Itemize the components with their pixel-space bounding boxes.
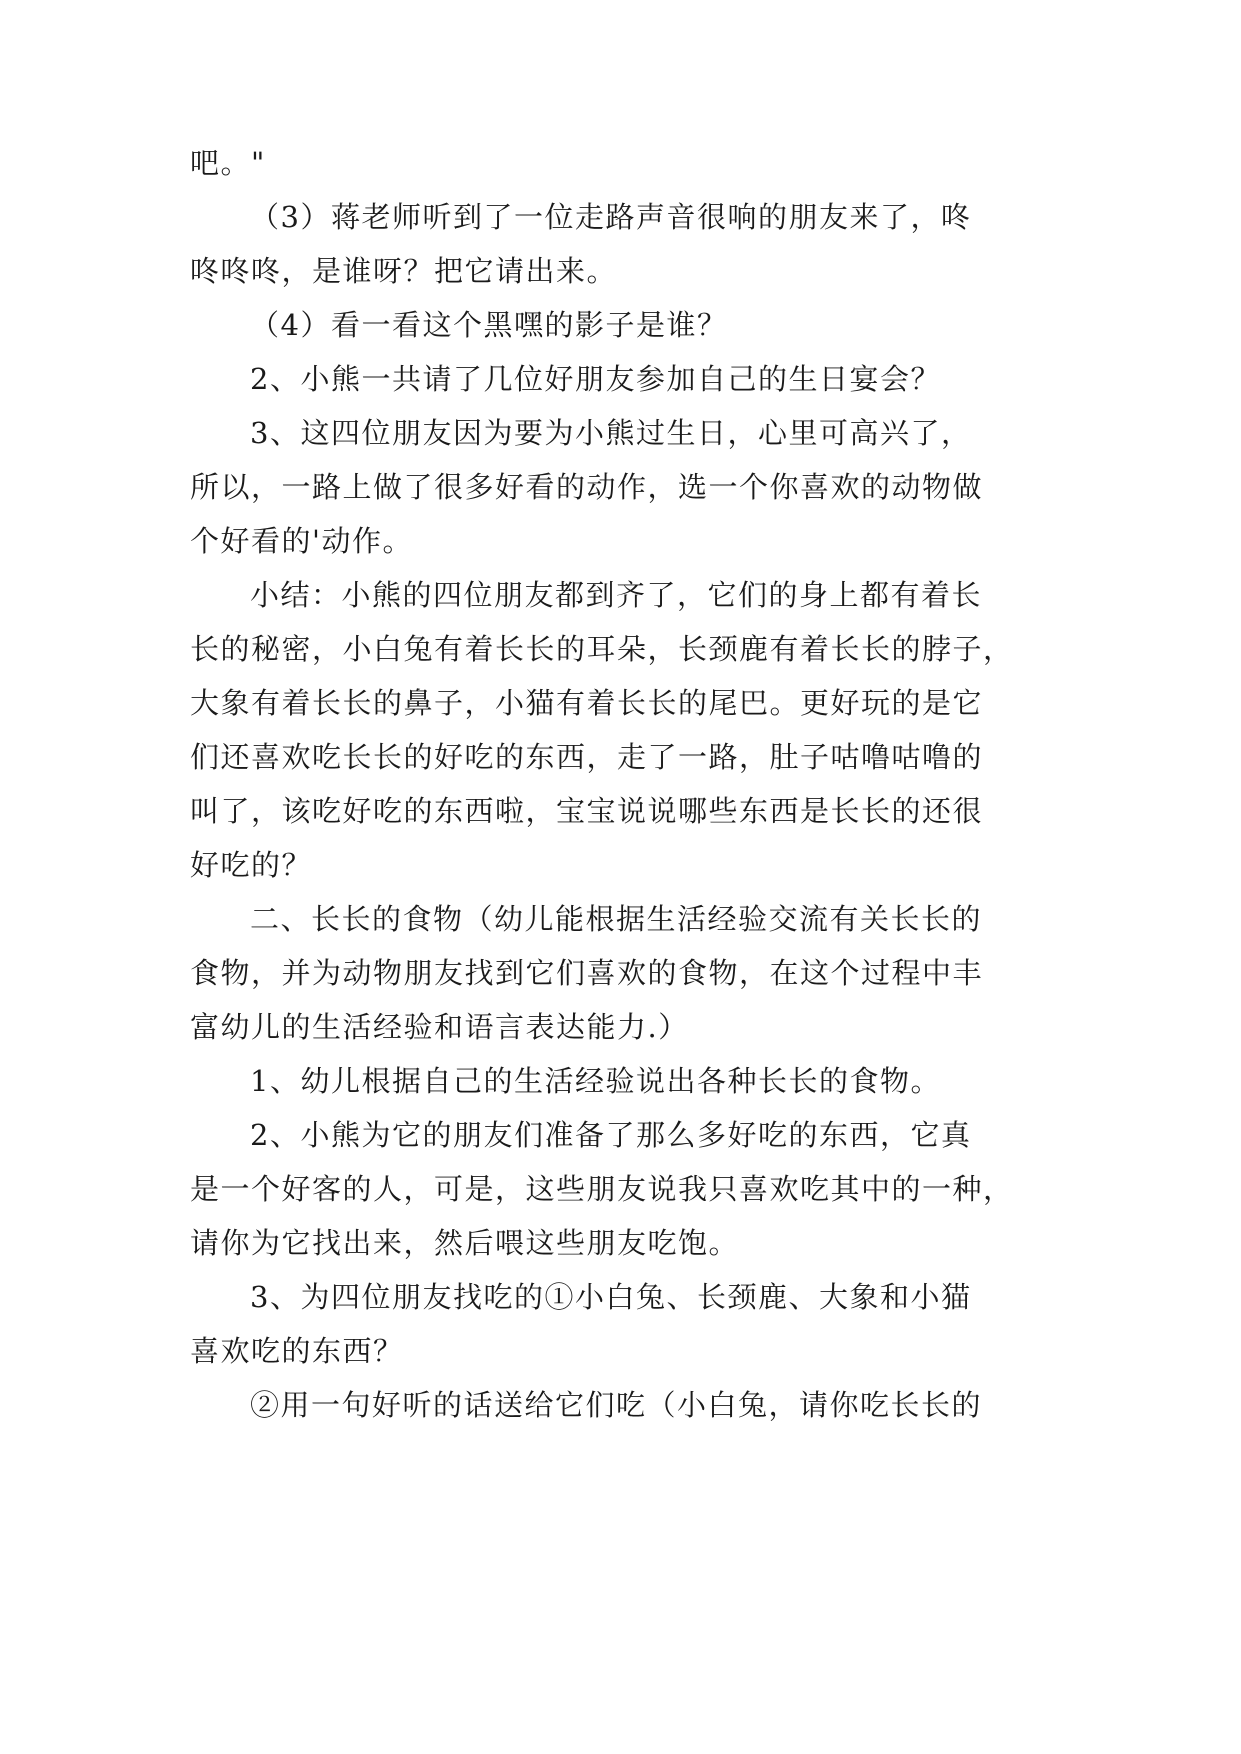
text-line: 3、这四位朋友因为要为小熊过生日，心里可高兴了， [250,416,972,450]
text-line: 1、幼儿根据自己的生活经验说出各种长长的食物。 [250,1064,941,1098]
text-line: 叫了，该吃好吃的东西啦，宝宝说说哪些东西是长长的还很 [190,794,984,828]
text-line: 2、小熊一共请了几位好朋友参加自己的生日宴会？ [250,362,941,396]
text-line: （3）蒋老师听到了一位走路声音很响的朋友来了，咚 [250,200,972,234]
text-line: 富幼儿的生活经验和语言表达能力.） [190,1010,689,1044]
text-line: 吧。" [190,146,266,180]
text-line: 大象有着长长的鼻子，小猫有着长长的尾巴。更好玩的是它 [190,686,984,720]
text-line: 是一个好客的人，可是，这些朋友说我只喜欢吃其中的一种， [190,1172,1014,1206]
text-line: 个好看的'动作。 [190,524,413,558]
text-line: 2、小熊为它的朋友们准备了那么多好吃的东西，它真 [250,1118,972,1152]
text-line: 所以，一路上做了很多好看的动作，选一个你喜欢的动物做 [190,470,984,504]
text-line: 们还喜欢吃长长的好吃的东西，走了一路，肚子咕噜咕噜的 [190,740,984,774]
text-line: （4）看一看这个黑嘿的影子是谁？ [250,308,728,342]
text-line: 咚咚咚，是谁呀？把它请出来。 [190,254,618,288]
text-line: 喜欢吃的东西？ [190,1334,404,1368]
text-line: 二、长长的食物（幼儿能根据生活经验交流有关长长的 [250,902,983,936]
text-line: 请你为它找出来，然后喂这些朋友吃饱。 [190,1226,740,1260]
text-line: 3、为四位朋友找吃的①小白兔、长颈鹿、大象和小猫 [250,1280,972,1314]
text-line: ②用一句好听的话送给它们吃（小白兔，请你吃长长的 [250,1388,983,1422]
text-line: 长的秘密，小白兔有着长长的耳朵，长颈鹿有着长长的脖子， [190,632,1014,666]
text-line: 小结：小熊的四位朋友都到齐了，它们的身上都有着长 [250,578,983,612]
text-line: 好吃的？ [190,848,313,882]
text-line: 食物，并为动物朋友找到它们喜欢的食物，在这个过程中丰 [190,956,984,990]
